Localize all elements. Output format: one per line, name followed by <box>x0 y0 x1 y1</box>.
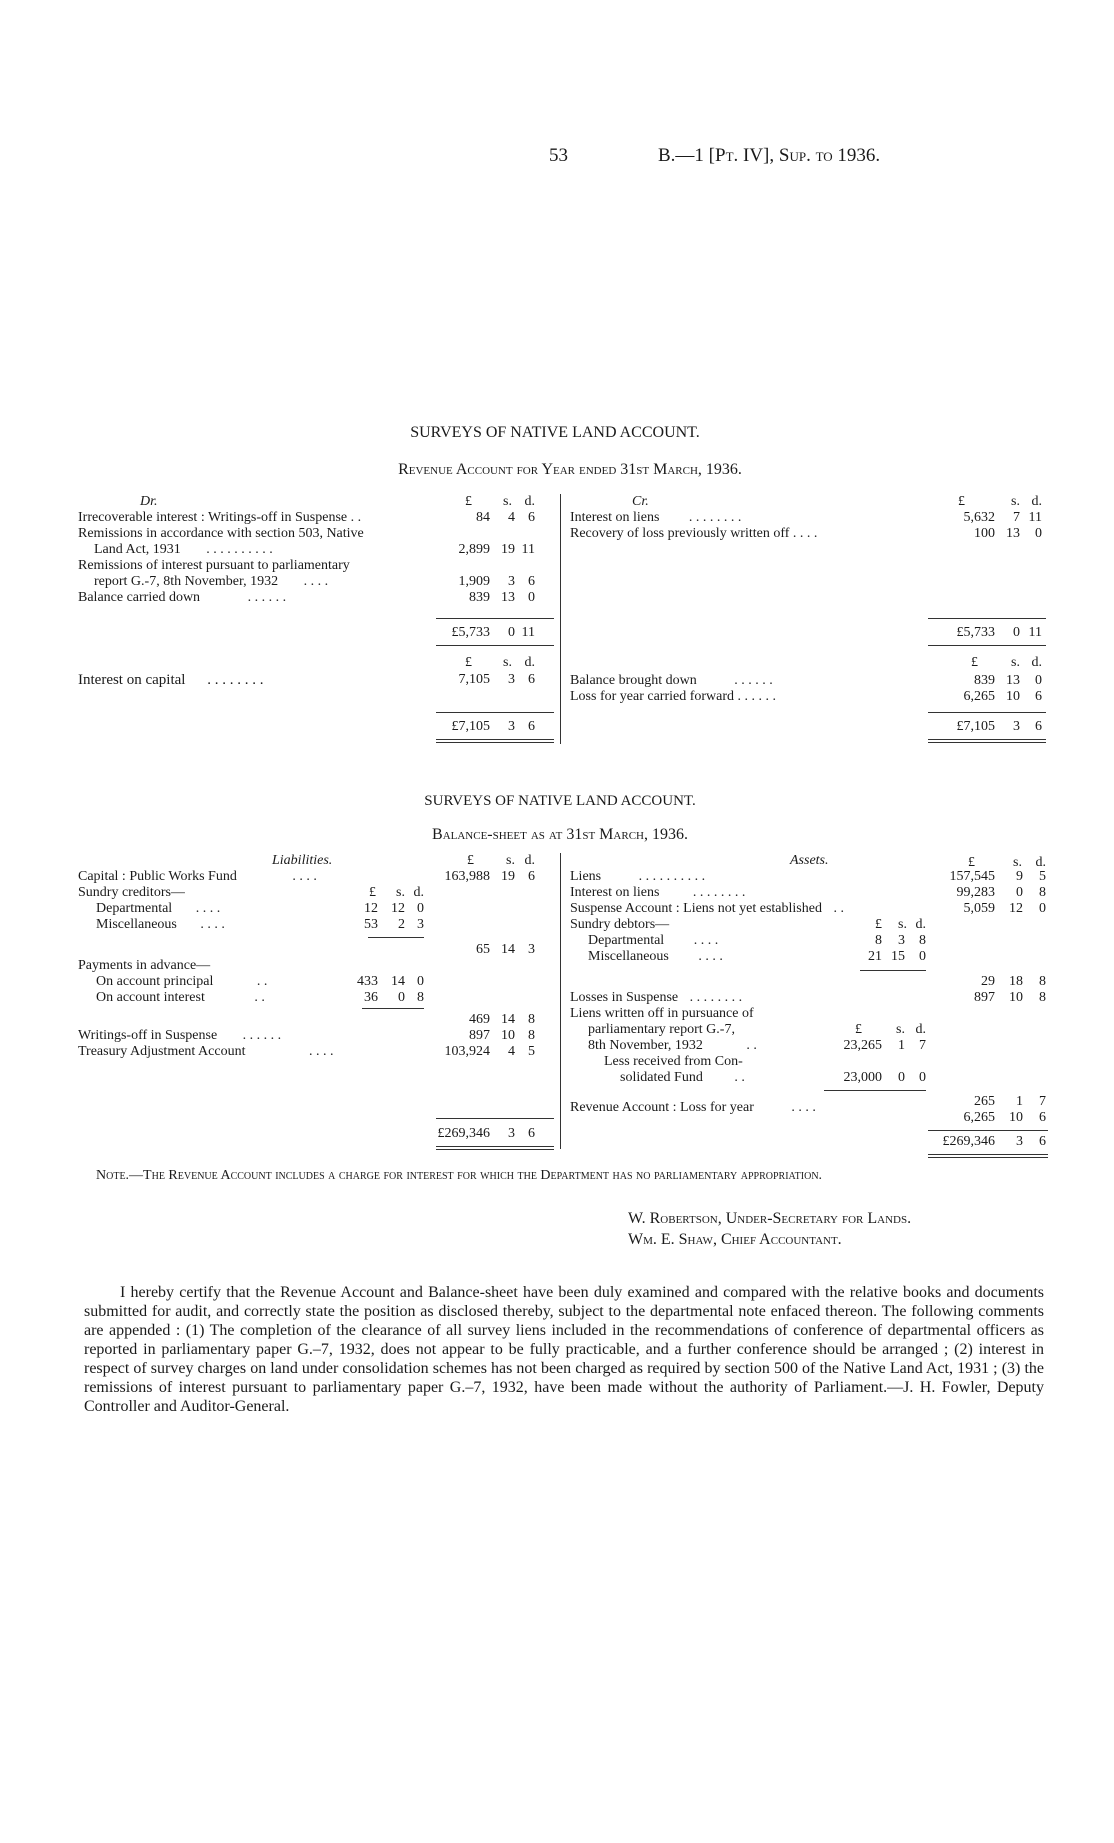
asset-pounds: 99,283 <box>956 885 995 900</box>
liability-total-pence: 6 <box>528 1126 535 1141</box>
liability-shillings: 19 <box>501 869 515 884</box>
total-dr-pounds: £5,733 <box>451 625 490 640</box>
debit-shillings: 4 <box>508 510 515 525</box>
liability-subtotal-shillings: 14 <box>501 1012 515 1027</box>
currency-pence-header: d. <box>524 655 535 670</box>
asset-row: 8th November, 1932 . . <box>588 1038 757 1053</box>
asset-subtotal-shillings: 1 <box>1016 1094 1023 1109</box>
debit-pence: 6 <box>528 672 535 687</box>
debit-row: Interest on capital . . . . . . . . <box>78 672 264 688</box>
liability-pence: 3 <box>417 917 424 932</box>
asset-pounds: 21 <box>868 949 882 964</box>
liability-row: Payments in advance— <box>78 958 211 973</box>
currency-pound-header: £ <box>467 853 474 868</box>
currency-pound-header: £ <box>875 917 882 932</box>
liability-row: Writings-off in Suspense . . . . . . <box>78 1028 282 1043</box>
asset-pence: 5 <box>1039 869 1046 884</box>
total-rule <box>436 739 554 740</box>
currency-pound-header: £ <box>855 1022 862 1037</box>
subtotal-rule <box>860 970 926 971</box>
liability-total-pounds: £269,346 <box>437 1126 490 1141</box>
asset-row: Sundry debtors— <box>570 917 670 932</box>
subtotal-rule <box>368 937 424 938</box>
total-cr-pence: 11 <box>1028 625 1042 640</box>
asset-pence: 8 <box>1039 990 1046 1005</box>
asset-pounds: 897 <box>974 990 995 1005</box>
page-reference: B.—1 [Pt. IV], Sup. to 1936. <box>658 145 881 166</box>
asset-total-pounds: £269,346 <box>942 1134 995 1149</box>
debit-pounds: 2,899 <box>458 542 490 557</box>
asset-subtotal-pounds: 265 <box>974 1094 995 1109</box>
credit-pence: 6 <box>1035 689 1042 704</box>
debit-pounds: 839 <box>469 590 490 605</box>
total-rule <box>928 739 1046 740</box>
currency-shilling-header: s. <box>503 494 512 509</box>
asset-shillings: 0 <box>898 1070 905 1085</box>
debit-row: Land Act, 1931 . . . . . . . . . . <box>94 542 273 557</box>
currency-pence-header: d. <box>413 885 424 900</box>
currency-pence-header: d. <box>524 853 535 868</box>
signature-under-secretary: W. Robertson, Under-Secretary for Lands. <box>628 1210 912 1227</box>
total-rule <box>928 712 1046 713</box>
balance-title: SURVEYS OF NATIVE LAND ACCOUNT. <box>424 793 696 809</box>
revenue-title: SURVEYS OF NATIVE LAND ACCOUNT. <box>410 424 700 441</box>
total-rule <box>928 1154 1048 1155</box>
credit-shillings: 13 <box>1006 526 1020 541</box>
liability-shillings: 4 <box>508 1044 515 1059</box>
currency-pence-header: d. <box>524 494 535 509</box>
liability-pounds: 12 <box>364 901 378 916</box>
liability-row: Miscellaneous . . . . <box>96 917 225 932</box>
currency-pence-header: d. <box>1031 494 1042 509</box>
dr-label: Dr. <box>140 494 158 509</box>
auditor-certificate: I hereby certify that the Revenue Account and Balance-sheet have been duly examined and compared with the relative books and documents submitted for audit, and correctly state the position as disclosed thereby, subject to the departmental note enfaced thereon. The following comments are appended : (1) The completion of the clearance of all survey liens included in the recommendations of conference of departmental officers as reported in parliamentary paper G.–7, 1932, does not appear to be fully practicable, and a further conference should be arranged ; (2) interest in respect of survey charges on land under consolidation schemes has not been charged as required by section 500 of the Native Land Act, 1931 ; (3) the remissions of interest pursuant to parliamentary paper G.–7, 1932, have been made without the authority of Parliament.—J. H. Fowler, Deputy Controller and Auditor-General. <box>84 1284 1044 1415</box>
total-rule <box>928 742 1046 743</box>
currency-pound-header: £ <box>465 494 472 509</box>
total-dr-shillings: 0 <box>508 625 515 640</box>
currency-shilling-header: s. <box>1011 655 1020 670</box>
credit-pence: 0 <box>1035 526 1042 541</box>
credit-shillings: 10 <box>1006 689 1020 704</box>
debit-shillings: 3 <box>508 672 515 687</box>
asset-row: Revenue Account : Loss for year . . . . <box>570 1100 816 1115</box>
credit-row: Balance brought down . . . . . . <box>570 673 773 688</box>
liability-row: On account principal . . <box>96 974 268 989</box>
liability-subtotal-pence: 8 <box>528 1012 535 1027</box>
balance-divider <box>560 853 561 1149</box>
total-cr-shillings: 0 <box>1013 625 1020 640</box>
asset-pounds: 23,265 <box>843 1038 882 1053</box>
total-dr-shillings: 3 <box>508 719 515 734</box>
asset-subtotal-pence: 8 <box>1039 974 1046 989</box>
total-cr-shillings: 3 <box>1013 719 1020 734</box>
asset-pence: 0 <box>919 949 926 964</box>
asset-row: Interest on liens . . . . . . . . <box>570 885 746 900</box>
currency-shilling-header: s. <box>898 917 907 932</box>
total-dr-pence: 6 <box>528 719 535 734</box>
asset-row: Liens . . . . . . . . . . <box>570 869 706 884</box>
asset-pence: 7 <box>919 1038 926 1053</box>
liability-pence: 5 <box>528 1044 535 1059</box>
asset-row: parliamentary report G.-7, <box>588 1022 735 1037</box>
liability-row: Departmental . . . . <box>96 901 221 916</box>
currency-pound-header: £ <box>465 655 472 670</box>
liability-pence: 6 <box>528 869 535 884</box>
asset-shillings: 12 <box>1009 901 1023 916</box>
asset-row: Less received from Con- <box>604 1054 743 1069</box>
asset-row: Miscellaneous . . . . <box>588 949 723 964</box>
liability-row: On account interest . . <box>96 990 265 1005</box>
currency-pound-header: £ <box>958 494 965 509</box>
currency-pence-header: d. <box>1031 655 1042 670</box>
currency-shilling-header: s. <box>896 1022 905 1037</box>
revenue-subtitle: Revenue Account for Year ended 31st March, 1936. <box>398 461 742 478</box>
debit-shillings: 19 <box>501 542 515 557</box>
credit-row: Interest on liens . . . . . . . . <box>570 510 742 525</box>
liability-row: Sundry creditors— <box>78 885 185 900</box>
asset-pounds: 8 <box>875 933 882 948</box>
debit-row: Balance carried down . . . . . . <box>78 590 287 605</box>
asset-total-shillings: 3 <box>1016 1134 1023 1149</box>
total-cr-pounds: £7,105 <box>956 719 995 734</box>
currency-shilling-header: s. <box>396 885 405 900</box>
currency-shilling-header: s. <box>1013 855 1022 870</box>
liability-pounds: 163,988 <box>444 869 490 884</box>
revenue-divider <box>560 494 561 744</box>
subtotal-rule <box>824 1090 926 1091</box>
total-rule <box>928 1130 1048 1131</box>
asset-shillings: 10 <box>1009 1110 1023 1125</box>
asset-subtotal-pounds: 29 <box>981 974 995 989</box>
asset-pence: 6 <box>1039 1110 1046 1125</box>
total-rule <box>436 1118 554 1119</box>
total-dr-pounds: £7,105 <box>451 719 490 734</box>
total-cr-pounds: £5,733 <box>956 625 995 640</box>
liability-subtotal-pounds: 469 <box>469 1012 490 1027</box>
liabilities-label: Liabilities. <box>272 853 333 868</box>
debit-pounds: 1,909 <box>458 574 490 589</box>
currency-pound-header: £ <box>369 885 376 900</box>
credit-shillings: 13 <box>1006 673 1020 688</box>
currency-pence-header: d. <box>915 1022 926 1037</box>
currency-pound-header: £ <box>968 855 975 870</box>
asset-row: Losses in Suspense . . . . . . . . <box>570 990 743 1005</box>
credit-pounds: 100 <box>974 526 995 541</box>
debit-row: Irrecoverable interest : Writings-off in Suspense . . <box>78 510 362 525</box>
credit-pence: 0 <box>1035 673 1042 688</box>
asset-shillings: 3 <box>898 933 905 948</box>
liability-pence: 0 <box>417 901 424 916</box>
asset-shillings: 15 <box>891 949 905 964</box>
credit-row: Recovery of loss previously written off . . . . <box>570 526 818 541</box>
credit-shillings: 7 <box>1013 510 1020 525</box>
credit-pounds: 5,632 <box>963 510 995 525</box>
asset-subtotal-shillings: 18 <box>1009 974 1023 989</box>
credit-row: Loss for year carried forward . . . . . . <box>570 689 777 704</box>
currency-shilling-header: s. <box>503 655 512 670</box>
liability-shillings: 10 <box>501 1028 515 1043</box>
subtotal-rule <box>362 1008 424 1009</box>
total-rule <box>436 645 554 646</box>
asset-shillings: 0 <box>1016 885 1023 900</box>
asset-total-pence: 6 <box>1039 1134 1046 1149</box>
asset-shillings: 9 <box>1016 869 1023 884</box>
asset-pence: 8 <box>919 933 926 948</box>
asset-pence: 0 <box>1039 901 1046 916</box>
page-number: 53 <box>549 145 568 166</box>
total-rule <box>436 618 554 619</box>
debit-row: Remissions of interest pursuant to parliamentary <box>78 558 350 573</box>
liability-subtotal-pounds: 65 <box>476 942 490 957</box>
liability-shillings: 2 <box>398 917 405 932</box>
total-rule <box>436 712 554 713</box>
total-rule <box>928 645 1046 646</box>
credit-pence: 11 <box>1028 510 1042 525</box>
asset-pence: 0 <box>919 1070 926 1085</box>
debit-pence: 6 <box>528 574 535 589</box>
total-rule <box>436 1146 554 1147</box>
debit-shillings: 3 <box>508 574 515 589</box>
liability-pence: 8 <box>528 1028 535 1043</box>
asset-pounds: 157,545 <box>949 869 995 884</box>
currency-pence-header: d. <box>1035 855 1046 870</box>
total-cr-pence: 6 <box>1035 719 1042 734</box>
liability-total-shillings: 3 <box>508 1126 515 1141</box>
liability-pence: 0 <box>417 974 424 989</box>
currency-shilling-header: s. <box>506 853 515 868</box>
liability-pounds: 53 <box>364 917 378 932</box>
asset-pence: 8 <box>1039 885 1046 900</box>
asset-shillings: 1 <box>898 1038 905 1053</box>
total-rule <box>436 742 554 743</box>
currency-pence-header: d. <box>915 917 926 932</box>
total-rule <box>436 1149 554 1150</box>
credit-pounds: 6,265 <box>963 689 995 704</box>
liability-pounds: 103,924 <box>444 1044 490 1059</box>
balance-subtitle: Balance-sheet as at 31st March, 1936. <box>432 826 688 843</box>
liability-row: Treasury Adjustment Account . . . . <box>78 1044 334 1059</box>
credit-pounds: 839 <box>974 673 995 688</box>
cr-label: Cr. <box>632 494 649 509</box>
total-dr-pence: 11 <box>521 625 535 640</box>
total-rule <box>928 618 1046 619</box>
asset-pounds: 5,059 <box>963 901 995 916</box>
asset-pounds: 23,000 <box>843 1070 882 1085</box>
assets-label: Assets. <box>790 853 829 868</box>
liability-shillings: 12 <box>391 901 405 916</box>
liability-pounds: 36 <box>364 990 378 1005</box>
debit-shillings: 13 <box>501 590 515 605</box>
asset-subtotal-pence: 7 <box>1039 1094 1046 1109</box>
liability-pounds: 433 <box>357 974 378 989</box>
note: Note.—The Revenue Account includes a charge for interest for which the Department has no parliamentary appropriation. <box>96 1168 823 1183</box>
asset-row: Departmental . . . . <box>588 933 719 948</box>
asset-pounds: 6,265 <box>963 1110 995 1125</box>
liability-pence: 8 <box>417 990 424 1005</box>
debit-pounds: 84 <box>476 510 490 525</box>
asset-shillings: 10 <box>1009 990 1023 1005</box>
currency-shilling-header: s. <box>1011 494 1020 509</box>
debit-row: report G.-7, 8th November, 1932 . . . . <box>94 574 329 589</box>
debit-row: Remissions in accordance with section 503, Native <box>78 526 364 541</box>
total-rule <box>928 1157 1048 1158</box>
asset-row: Suspense Account : Liens not yet established . . <box>570 901 844 916</box>
liability-shillings: 0 <box>398 990 405 1005</box>
liability-row: Capital : Public Works Fund . . . . <box>78 869 317 884</box>
asset-row: solidated Fund . . <box>620 1070 745 1085</box>
liability-pounds: 897 <box>469 1028 490 1043</box>
currency-pound-header: £ <box>971 655 978 670</box>
liability-shillings: 14 <box>391 974 405 989</box>
debit-pounds: 7,105 <box>458 672 490 687</box>
signature-chief-accountant: Wm. E. Shaw, Chief Accountant. <box>628 1231 842 1248</box>
debit-pence: 6 <box>528 510 535 525</box>
liability-subtotal-shillings: 14 <box>501 942 515 957</box>
liability-subtotal-pence: 3 <box>528 942 535 957</box>
debit-pence: 0 <box>528 590 535 605</box>
asset-row: Liens written off in pursuance of <box>570 1006 754 1021</box>
debit-pence: 11 <box>521 542 535 557</box>
